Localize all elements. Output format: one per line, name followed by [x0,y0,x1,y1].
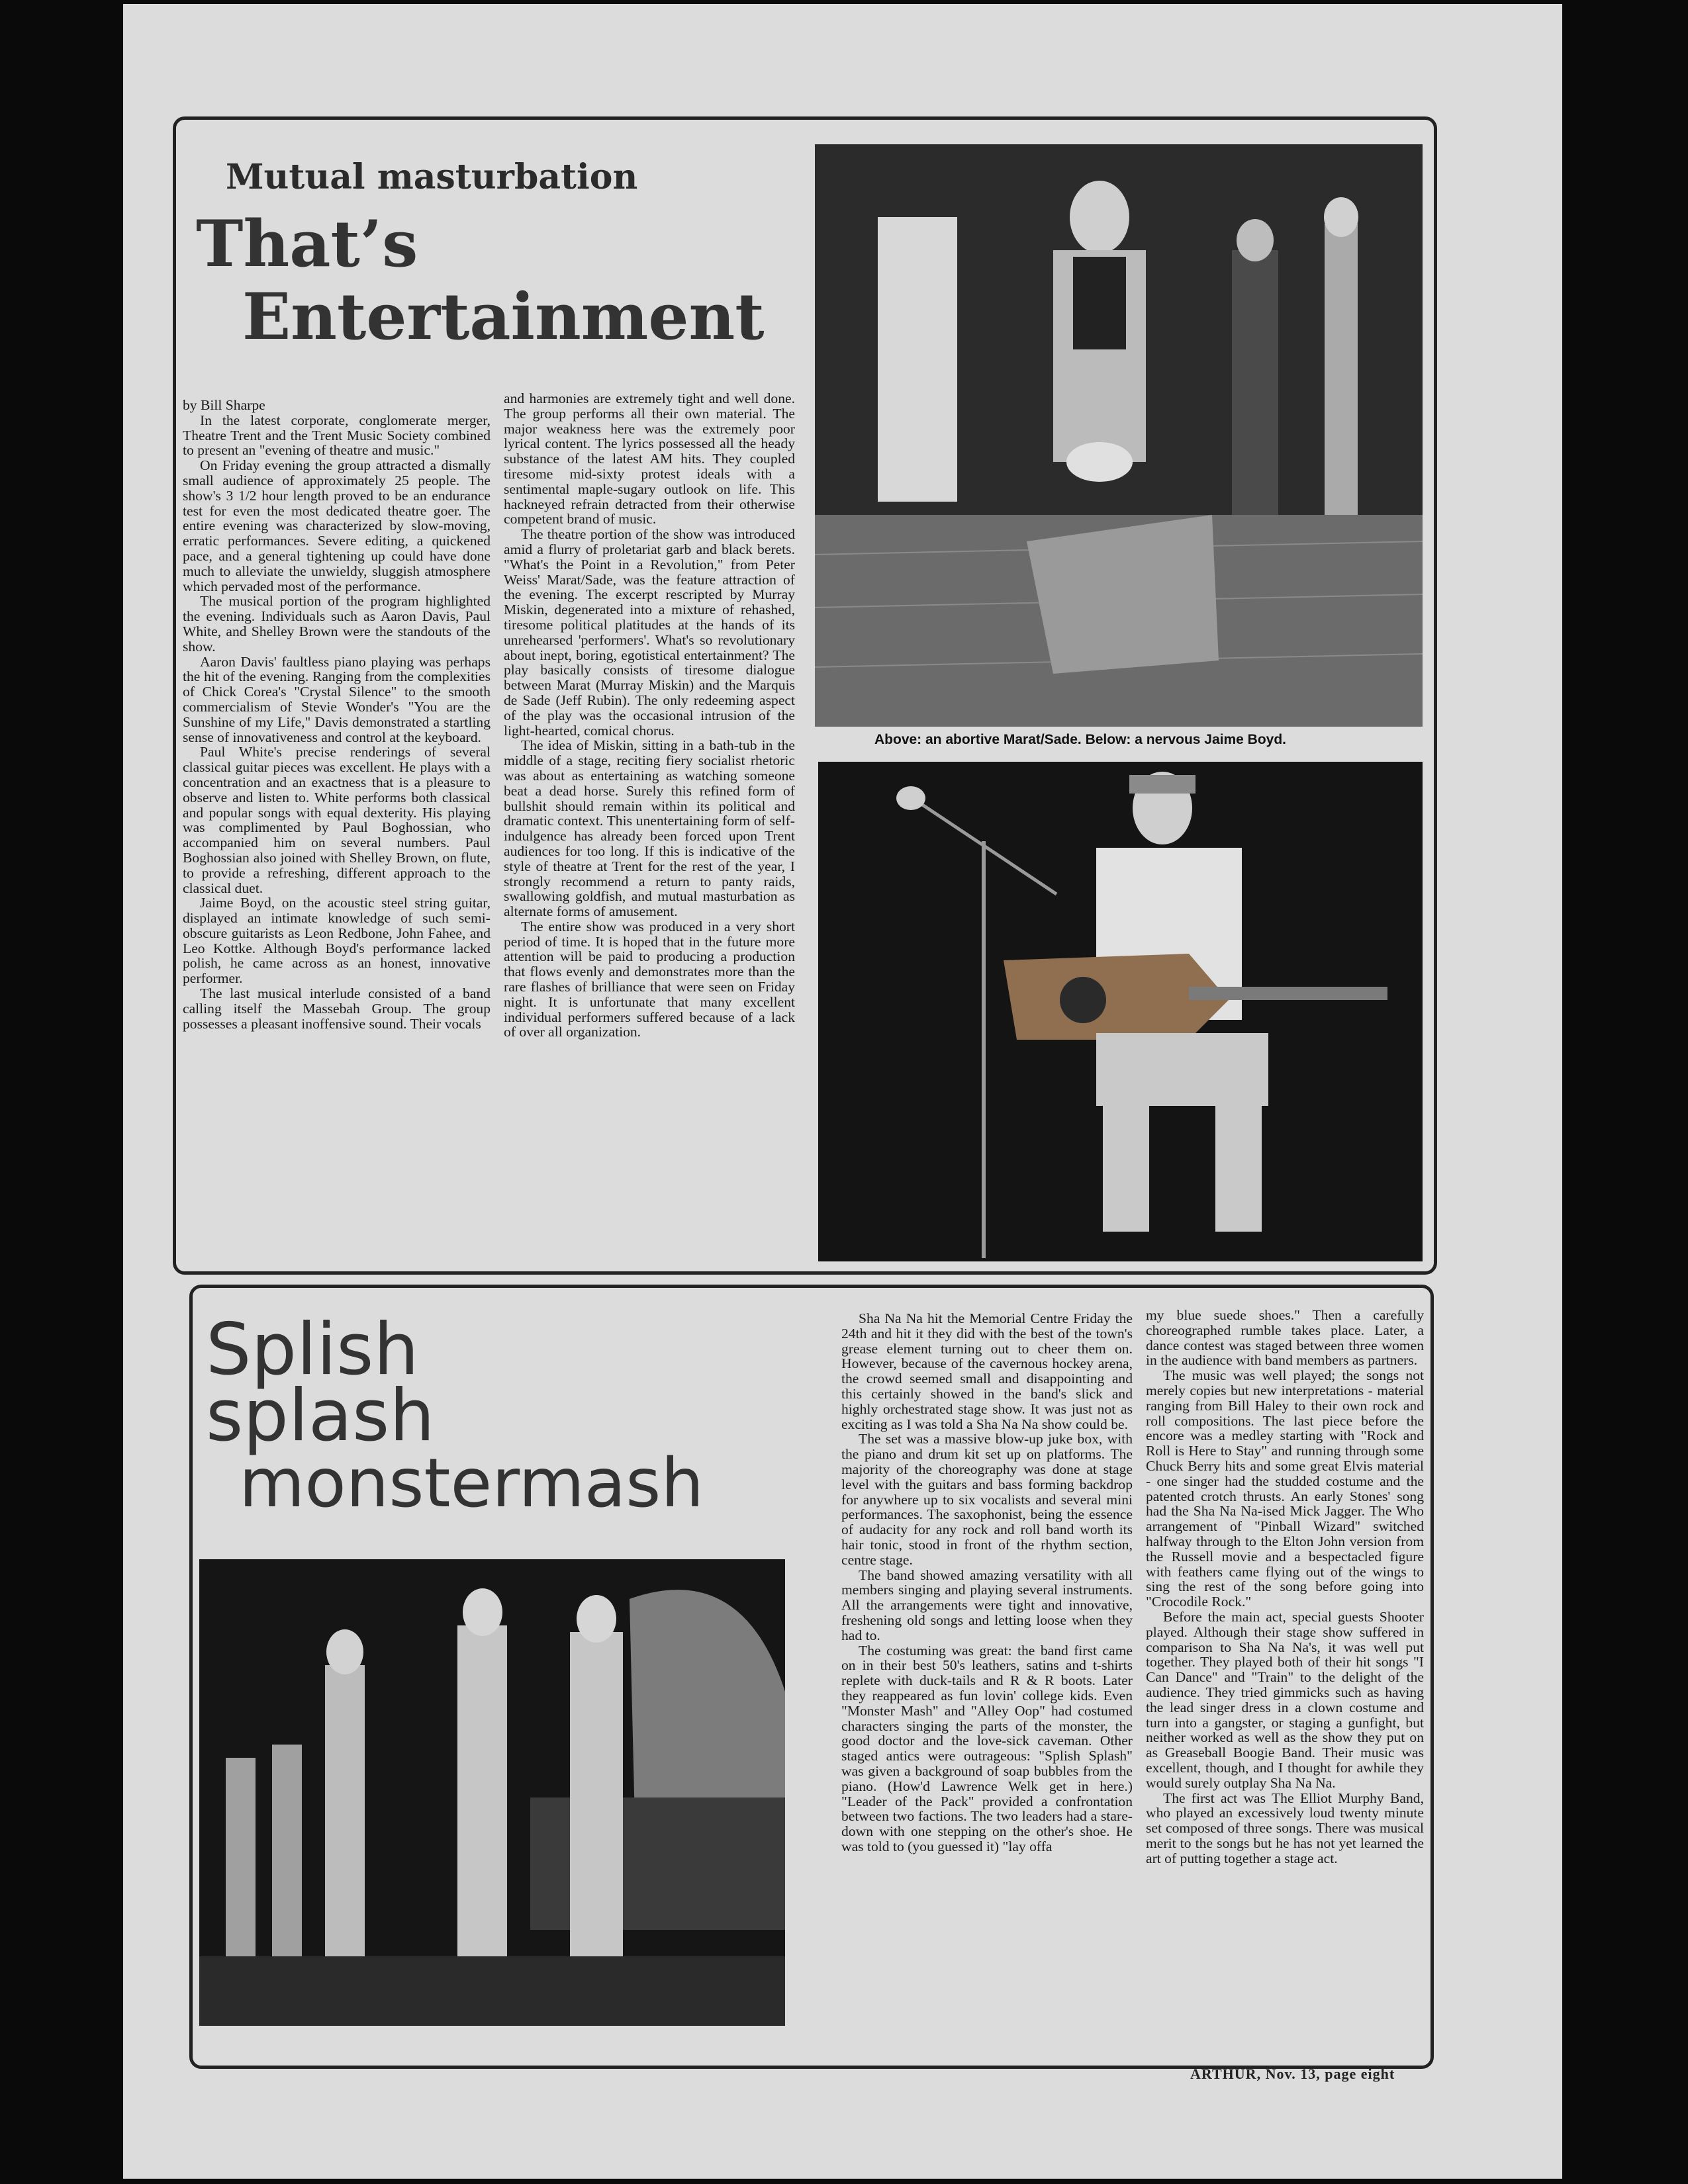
article-box-entertainment [173,116,1437,1275]
paragraph: In the latest corporate, conglomerate merger, Theatre Trent and the Trent Music Society combined to present an "evening of theatre and music." [183,412,491,459]
newspaper-page [123,4,1562,2179]
paragraph: and harmonies are extremely tight and well done. The group performs all their own material. The major weakness here was the extremely poor lyrical content. The lyrics possessed all the heady substance of the latest AM hits. They coupled tiresome mid-sixty protest ideals with a sentimental maple-sugary outlook on life. This hackneyed refrain detracted from their otherwise competent brand of music. [504,390,795,527]
article-box-sha-na-na [189,1285,1434,2069]
paragraph: Before the main act, special guests Shooter played. Although their stage show suffered in comparison to Sha Na Na's, it was well put together. They played both of their hit songs "I Can Dance" and "Train" to the delight of the audience. They tried gimmicks such as having the lead singer dress in a clown costume and turn into a gangster, or staging a gunfight, but neither worked as well as the show they put on as Greaseball Boogie Band. Their music was excellent, though, and I thought for awhile they would surely outplay Sha Na Na. [1146,1608,1424,1791]
paragraph: Sha Na Na hit the Memorial Centre Friday the 24th and hit it they did with the best of the town's grease element turning out to cheer them on. However, because of the cavernous hockey arena, the crowd seemed small and disappointing and this certainly showed in the band's slick and highly orchestrated stage show. It was just not as exciting as I was told a Sha Na Na show could be. [841,1310,1133,1432]
article-column-2 [504,391,795,1040]
page-footer: ARTHUR, Nov. 13, page eight [1190,2066,1395,2082]
byline: by Bill Sharpe [183,397,265,413]
article-kicker: Mutual masturbation [226,157,638,197]
paragraph: Jaime Boyd, on the acoustic steel string guitar, displayed an intimate knowledge of such semi-obscure guitarists as Leon Redbone, John Fahee, and Leo Kottke. Although Boyd's performance lacked polish, he came across as an honest, innovative performer. [183,895,491,987]
article-headline-line2: splash [206,1375,435,1457]
article-headline-line2: Entertainment [242,279,765,354]
paragraph: Aaron Davis' faultless piano playing was perhaps the hit of the evening. Ranging from the complexities of Chick Corea's "Crystal Silence" to the smooth commercialism of Stevie Wonder's "You are the Sunshine of my Life," Davis demonstrated a startling sense of innovativeness and control at the keyboard. [183,653,491,745]
photo-jaime-boyd [818,762,1423,1261]
article-headline-line1: That’s [196,206,418,281]
paragraph: On Friday evening the group attracted a dismally small audience of approximately 25 people. The show's 3 1/2 hour length proved to be an endurance test for even the most dedicated theatre goer. The entire evening was characterized by slow-moving, erratic performances. Severe editing, a quickened pace, and a general tightening up could have done much to alleviate the unwieldy, sluggish atmosphere which pervaded most of the performance. [183,457,491,594]
paragraph: The music was well played; the songs not merely copies but new interpretations - material ranging from Bill Haley to their own rock and roll compositions. The last piece before the encore was a medley starting with "Rock and Roll is Here to Stay" and running through some Chuck Berry hits and some great Elvis material - one singer had the studded costume and the patented crotch thrusts. An early Stones' song had the Sha Na Na-ised Mick Jagger. The Who arrangement of "Pinball Wizard" switched halfway through to the Elton John version from the Russell movie and a bespectacled figure with feathers came flying out of the wings to sing the rest of the song before going into "Crocodile Rock." [1146,1367,1424,1610]
paragraph: The last musical interlude consisted of a band calling itself the Massebah Group. The group possesses a pleasant inoffensive sound. Their vocals [183,985,491,1032]
photo-marat-sade [815,144,1423,727]
photo-sha-na-na [199,1559,785,2026]
article-column-1 [841,1311,1133,1854]
paragraph: my blue suede shoes." Then a carefully choreographed rumble takes place. Later, a dance contest was staged between three women in the audience with band members as partners. [1146,1307,1424,1369]
paragraph: The idea of Miskin, sitting in a bath-tub in the middle of a stage, reciting fiery socialist rhetoric was about as entertaining as watching someone beat a dead horse. Surely this refined form of bullshit should remain within its political and dramatic context. This unentertaining form of self-indulgence has already been forced upon Trent audiences for too long. If this is indicative of the style of theatre at Trent for the rest of the year, I strongly recommend a return to panty raids, swallowing goldfish, and mutual masturbation as alternate forms of amusement. [504,737,795,920]
paragraph: The set was a massive blow-up juke box, with the piano and drum kit set up on platforms. The majority of the choreography was done at stage level with the guitars and bass forming backdrop for anywhere up to six vocalists and several mini performances. The saxophonist, being the essence of audacity for any rock and roll band worth its hair tonic, stood in front of the rhythm section, centre stage. [841,1431,1133,1568]
article-column-2 [1146,1308,1424,1866]
article-headline-line1: Splish [206,1308,419,1391]
paragraph: Paul White's precise renderings of several classical guitar pieces was excellent. He plays with a concentration and an exactness that is a pleasure to observe and listen to. White performs both classical and popular songs with equal dexterity. His playing was complimented by Paul Boghossian, who accompanied him on several numbers. Paul Boghossian also joined with Shelley Brown, on flute, to provide a refreshing, different approach to the classical duet. [183,744,491,896]
paragraph: The band showed amazing versatility with all members singing and playing several instruments. All the arrangements were tight and innovative, freshening old songs and letting loose when they had to. [841,1567,1133,1643]
paragraph: The musical portion of the program highlighted the evening. Individuals such as Aaron Davis, Paul White, and Shelley Brown were the standouts of the show. [183,593,491,655]
paragraph: The theatre portion of the show was introduced amid a flurry of proletariat garb and black berets. "What's the Point in a Revolution," from Peter Weiss' Marat/Sade, was the feature attraction of the evening. The excerpt rescripted by Murray Miskin, degenerated into a mixture of rehashed, tiresome political platitudes at the hands of its unrehearsed 'performers'. What's so revolutionary about inept, boring, egotistical entertainment? The play basically consists of tiresome dialogue between Marat (Murray Miskin) and the Marquis de Sade (Jeff Rubin). The only redeeming aspect of the play was the occasional intrusion of the light-hearted, comical chorus. [504,526,795,739]
paragraph: The first act was The Elliot Murphy Band, who played an excessively loud twenty minute set composed of three songs. There was musical merit to the songs but he has not yet learned the art of putting together a stage act. [1146,1790,1424,1866]
photo-caption: Above: an abortive Marat/Sade. Below: a nervous Jaime Boyd. [874,732,1287,747]
article-headline-line3: monstermash [239,1444,704,1523]
paragraph: The costuming was great: the band first came on in their best 50's leathers, satins and t-shirts replete with duck-tails and R & R boots. Later they reappeared as fun lovin' college kids. Even "Monster Mash" and "Alley Oop" had costumed characters singing the parts of the monster, the good doctor and the love-sick caveman. Other staged antics were outrageous: "Splish Splash" was given a background of soap bubbles from the piano. (How'd Lawrence Welk get in here.) "Leader of the Pack" provided a confrontation between two factions. The two leaders had a stare-down with one stepping on the other's shoe. He was told to (you guessed it) "lay offa [841,1642,1133,1854]
article-column-1 [183,398,491,1031]
paragraph: The entire show was produced in a very short period of time. It is hoped that in the future more attention will be paid to producing a production that flows evenly and demonstrates more than the rare flashes of brilliance that were seen on Friday night. It is unfortunate that many excellent individual performers suffered because of a lack of over all organization. [504,918,795,1040]
